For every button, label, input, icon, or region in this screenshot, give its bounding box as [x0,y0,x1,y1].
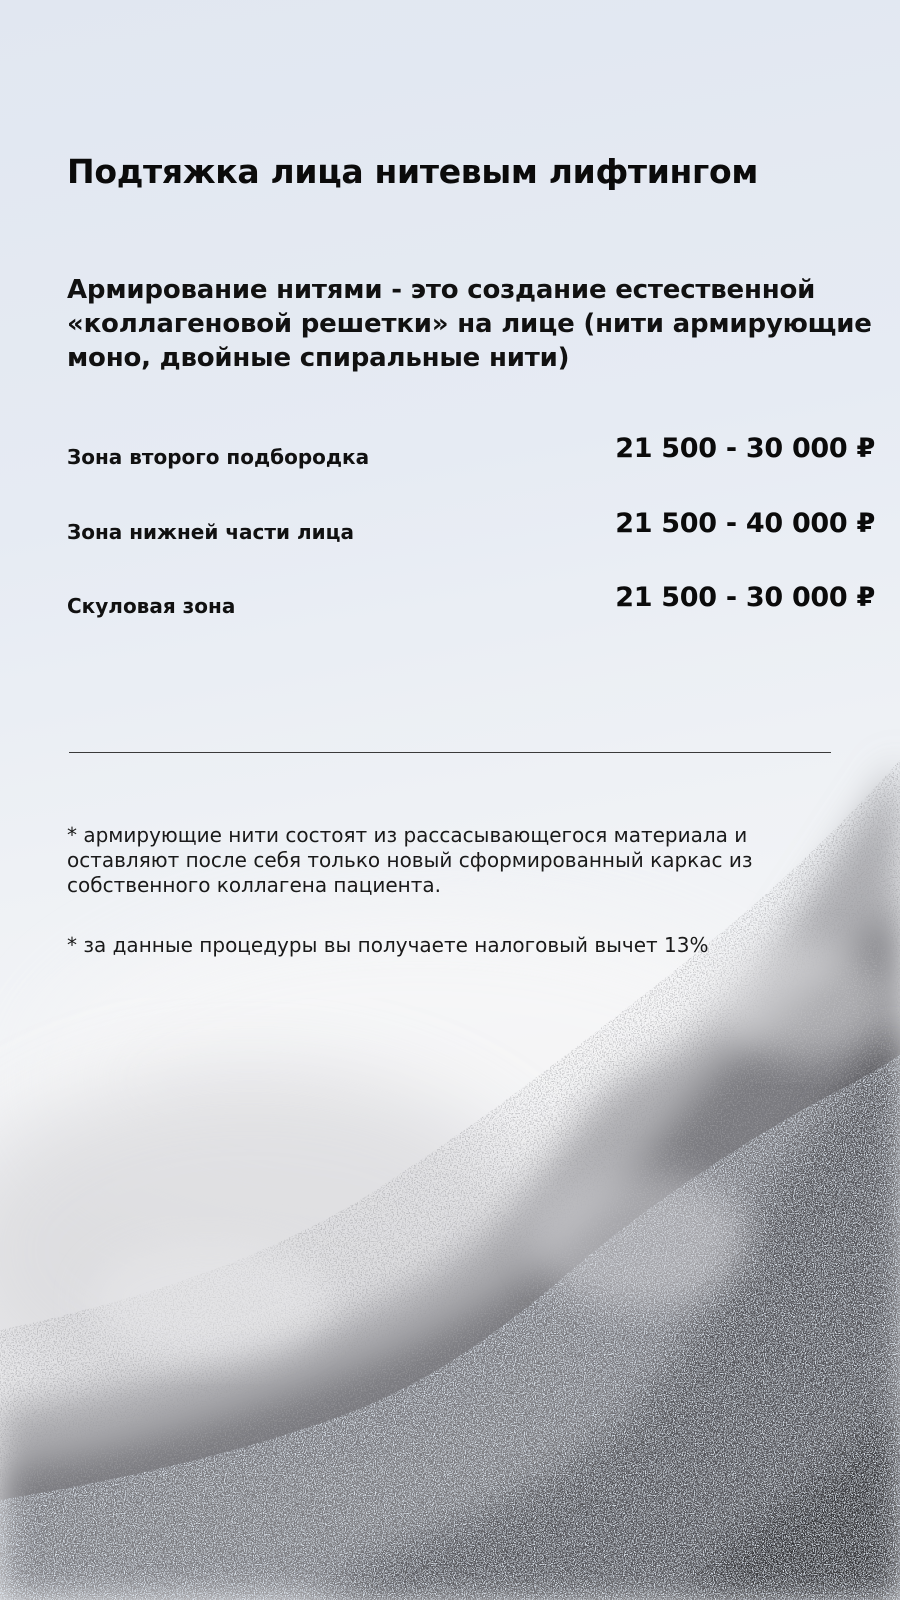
zone-label: Зона второго подбородка [67,445,370,469]
footnote-collagen: * армирующие нити состоят из рассасывающегося материала и оставляют после себя только новый сформированный каркас из собственного коллагена пациента. [67,823,753,897]
section-divider [69,752,831,753]
price-row [67,432,875,472]
price-value: 21 500 - 30 000 ₽ [615,433,875,464]
footnote-tax-deduction: * за данные процедуры вы получаете налоговый вычет 13% [67,933,709,957]
zone-label: Скуловая зона [67,594,236,618]
zone-label: Зона нижней части лица [67,520,354,544]
price-row [67,507,875,547]
service-description: Армирование нитями - это создание естественной «коллагеновой решетки» на лице (нити армирующие моно, двойные спиральные нити) [67,275,872,373]
price-row [67,581,875,621]
price-value: 21 500 - 30 000 ₽ [615,582,875,613]
price-value: 21 500 - 40 000 ₽ [615,508,875,539]
page-title: Подтяжка лица нитевым лифтингом [67,152,759,191]
